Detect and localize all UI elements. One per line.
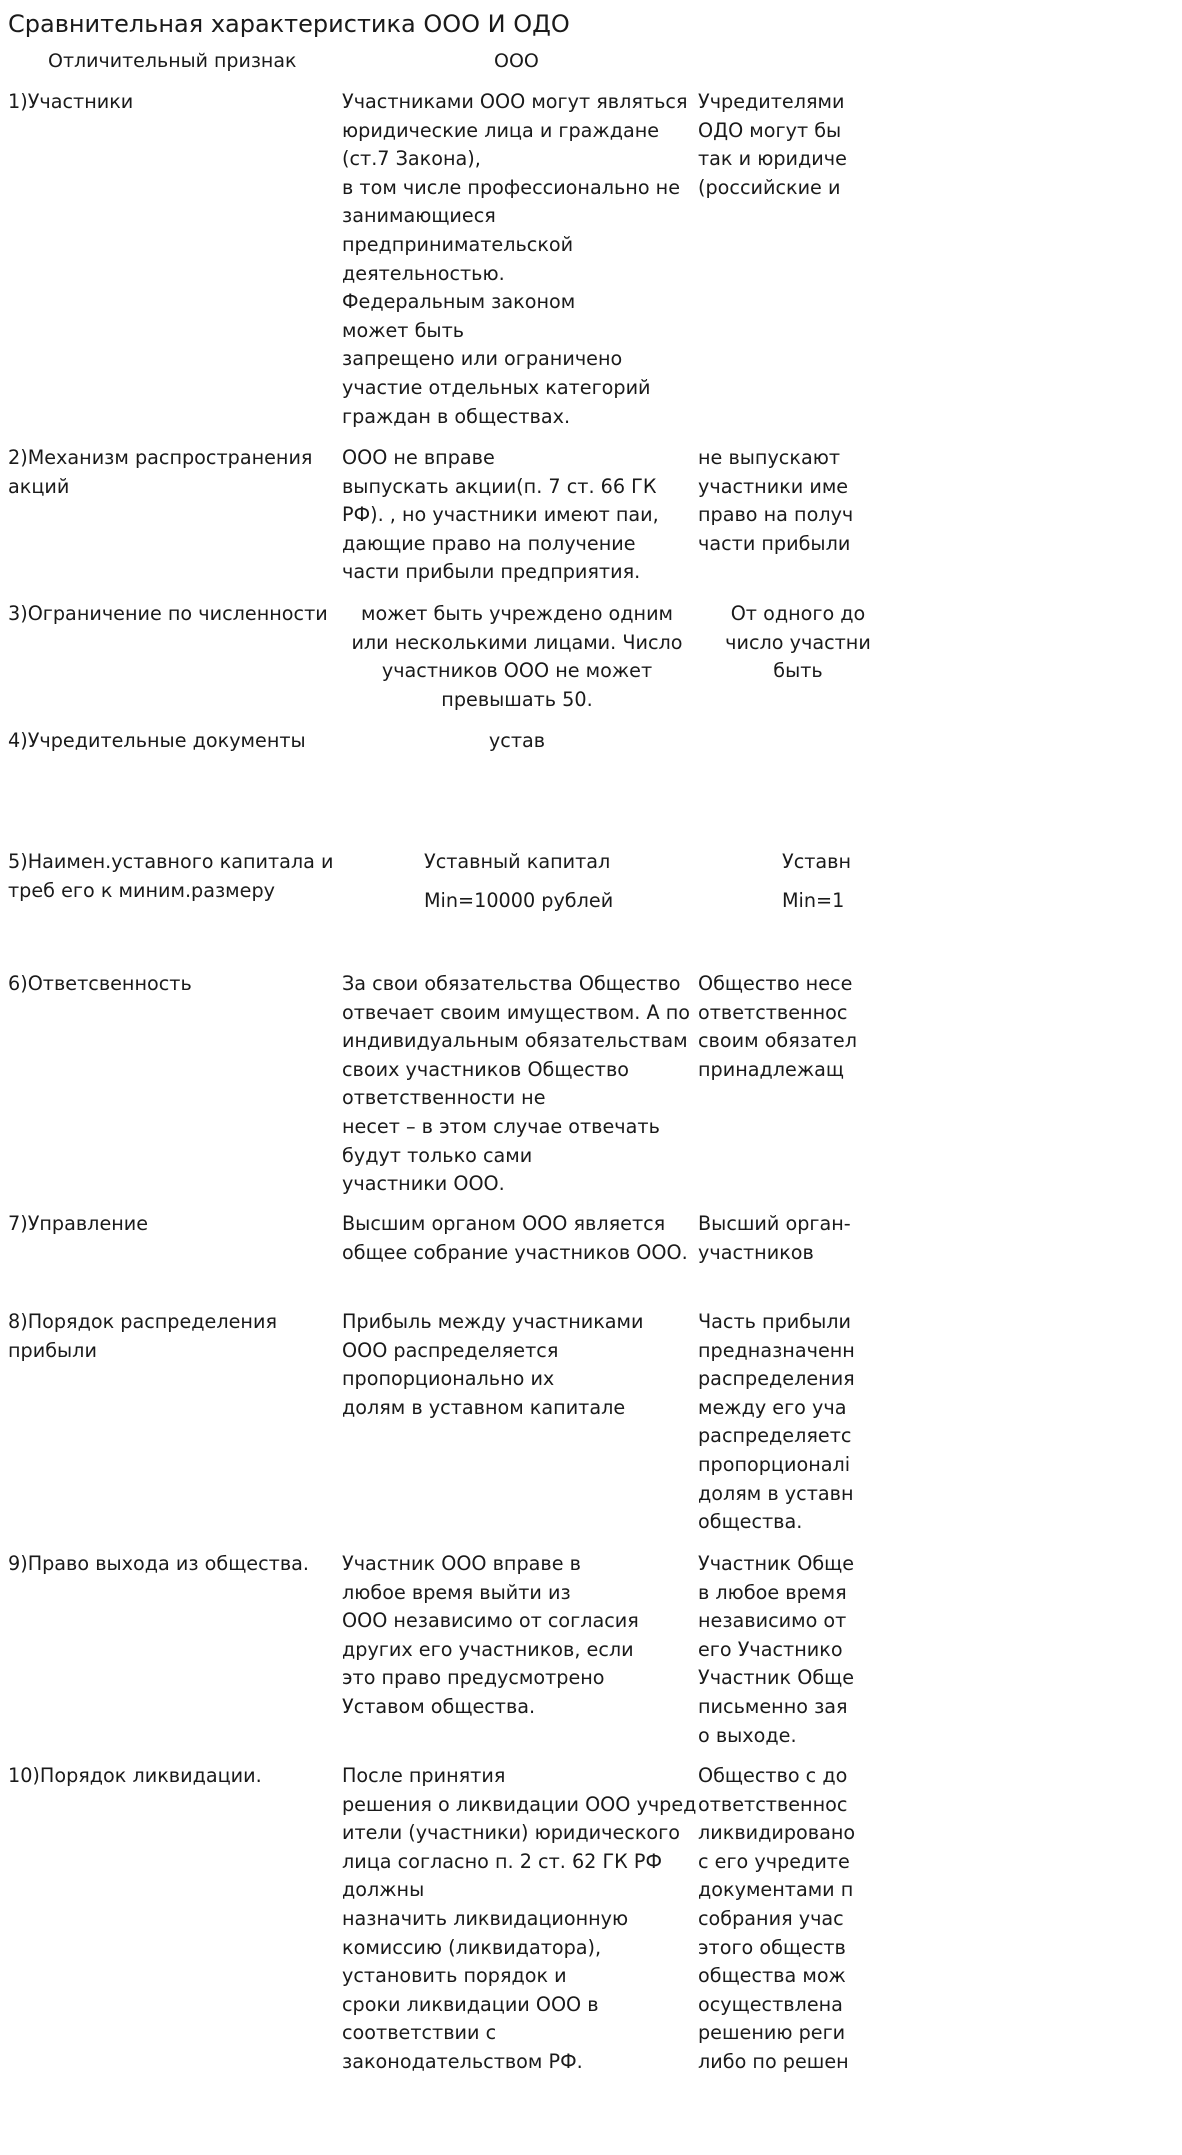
odo-cell-line: его Участнико xyxy=(698,1637,843,1661)
ooo-cell xyxy=(342,1762,697,2077)
ooo-cell-line: занимающиеся xyxy=(342,204,496,228)
header-ooo: ООО xyxy=(494,50,539,72)
ooo-cell-line: общее собрание участников ООО. xyxy=(342,1240,688,1264)
ooo-cell-line: любое время выйти из xyxy=(342,1580,571,1604)
ooo-cell-line: участие отдельных категорий xyxy=(342,375,651,399)
ooo-cell-line: (ст.7 Закона), xyxy=(342,147,481,171)
feature-cell-line: 5)Наимен.уставного капитала и xyxy=(8,850,334,873)
ooo-cell-line: части прибыли предприятия. xyxy=(342,560,641,584)
odo-cell-line: Min=1 xyxy=(782,888,845,912)
feature-cell xyxy=(8,1308,338,1365)
ooo-cell-line: участники ООО. xyxy=(342,1172,505,1196)
feature-cell-line: 9)Право выхода из общества. xyxy=(8,1552,309,1575)
odo-cell xyxy=(698,444,1098,558)
ooo-cell-line: дающие право на получение xyxy=(342,531,636,555)
odo-cell-line: долям в уставн xyxy=(698,1481,854,1505)
ooo-cell-line: лица согласно п. 2 ст. 62 ГК РФ xyxy=(342,1849,662,1873)
ooo-cell xyxy=(342,1210,692,1267)
ooo-cell-line: своих участников Общество xyxy=(342,1057,630,1081)
ooo-cell-line: ители (участники) юридического xyxy=(342,1821,680,1845)
odo-cell-line: не выпускают xyxy=(698,446,841,469)
odo-cell-line: независимо от xyxy=(698,1609,847,1633)
feature-cell xyxy=(8,1210,338,1239)
ooo-cell-line: ООО не вправе xyxy=(342,446,495,469)
ooo-cell-line: в том числе профессионально не xyxy=(342,175,681,199)
odo-cell-line: осуществлена xyxy=(698,1992,843,2016)
table-header xyxy=(0,48,847,76)
odo-cell-line: принадлежащ xyxy=(698,1057,844,1081)
ooo-cell-line: юридические лица и граждане xyxy=(342,118,660,142)
ooo-cell-line: может быть xyxy=(342,318,465,342)
odo-cell xyxy=(698,88,1098,202)
feature-cell xyxy=(8,727,338,756)
odo-cell-line: ответственнос xyxy=(698,1000,848,1024)
ooo-cell-line: индивидуальным обязательствам xyxy=(342,1029,688,1053)
ooo-cell-line: Уставом общества. xyxy=(342,1694,536,1718)
odo-cell-line: Высший орган- xyxy=(698,1212,851,1235)
odo-cell-line: число участни xyxy=(725,630,871,654)
odo-cell-line: ответственнос xyxy=(698,1792,848,1816)
odo-cell-line: решению реги xyxy=(698,2021,846,2045)
ooo-cell-line: ООО независимо от согласия xyxy=(342,1609,639,1633)
ooo-cell-line: участников ООО не может xyxy=(381,659,653,683)
ooo-cell-line: ООО распределяется xyxy=(342,1338,559,1362)
ooo-cell-line: Прибыль между участниками xyxy=(342,1310,644,1333)
odo-cell-line: ликвидировано xyxy=(698,1821,856,1845)
feature-cell-line: 2)Механизм распространения xyxy=(8,446,313,469)
odo-cell-line: пропорционалі xyxy=(698,1452,851,1476)
odo-cell-line: ОДО могут бы xyxy=(698,118,842,142)
odo-cell xyxy=(698,1308,1098,1537)
feature-cell-line: 4)Учредительные документы xyxy=(8,729,306,752)
feature-cell-line: 6)Ответсвенность xyxy=(8,972,192,995)
odo-cell-line: с его учредите xyxy=(698,1849,850,1873)
odo-cell-line: участники име xyxy=(698,474,849,498)
ooo-cell xyxy=(342,727,692,756)
ooo-cell-line: ответственности не xyxy=(342,1086,546,1110)
ooo-cell xyxy=(342,1550,692,1722)
odo-cell-line: участников xyxy=(698,1240,814,1264)
ooo-cell-line: назначить ликвидационную xyxy=(342,1906,629,1930)
header-feature: Отличительный признак xyxy=(48,50,297,72)
ooo-cell-line: будут только сами xyxy=(342,1143,533,1167)
feature-cell xyxy=(8,1762,338,1791)
odo-cell-line: Участник Обще xyxy=(698,1666,855,1690)
odo-cell-line: документами п xyxy=(698,1878,854,1902)
ooo-cell-line: комиссию (ликвидатора), xyxy=(342,1935,602,1959)
ooo-cell-line: устав xyxy=(488,729,546,752)
ooo-cell-line: предпринимательской xyxy=(342,232,574,256)
page-title: Сравнительная характеристика ООО И ОДО xyxy=(8,10,570,38)
feature-cell-line: 10)Порядок ликвидации. xyxy=(8,1764,262,1787)
odo-cell-line: Участник Обще xyxy=(698,1552,855,1575)
feature-cell xyxy=(8,970,338,999)
ooo-cell-line: граждан в обществах. xyxy=(342,404,571,428)
odo-cell xyxy=(782,848,1182,915)
odo-cell xyxy=(698,1762,1098,2077)
ooo-cell-line: Min=10000 рублей xyxy=(424,888,614,912)
feature-cell-line: 7)Управление xyxy=(8,1212,149,1235)
ooo-cell-line: Участник ООО вправе в xyxy=(342,1552,581,1575)
odo-cell-line: От одного до xyxy=(730,602,866,625)
odo-cell-line: письменно зая xyxy=(698,1694,848,1718)
odo-cell-line: Общество несе xyxy=(698,972,853,995)
ooo-cell xyxy=(342,1308,692,1422)
ooo-cell-line: Уставный капитал xyxy=(424,850,611,873)
ooo-cell-line: РФ). , но участники имеют паи, xyxy=(342,503,659,527)
feature-cell xyxy=(8,1550,338,1579)
odo-cell-line: так и юридиче xyxy=(698,147,847,171)
ooo-cell xyxy=(342,970,692,1199)
feature-cell xyxy=(8,848,338,905)
ooo-cell xyxy=(342,600,692,714)
odo-cell-line: Уставн xyxy=(782,850,852,873)
ooo-cell-line: отвечает своим имуществом. А по xyxy=(342,1000,690,1024)
ooo-cell xyxy=(342,88,692,431)
ooo-cell-line: должны xyxy=(342,1878,425,1902)
odo-cell-line: распределения xyxy=(698,1367,855,1391)
ooo-cell-line: других его участников, если xyxy=(342,1637,634,1661)
ooo-cell-line: законодательством РФ. xyxy=(342,2049,583,2073)
ooo-cell-line: несет – в этом случае отвечать xyxy=(342,1114,660,1138)
ooo-cell-line: Федеральным законом xyxy=(342,290,576,314)
feature-cell xyxy=(8,600,338,629)
odo-cell-line: Учредителями xyxy=(698,90,845,113)
ooo-cell-line: сроки ликвидации ООО в xyxy=(342,1992,599,2016)
odo-cell-line: части прибыли xyxy=(698,531,851,555)
ooo-cell-line: превышать 50. xyxy=(441,687,593,711)
odo-cell-line: быть xyxy=(773,659,823,683)
ooo-cell-line: Высшим органом ООО является xyxy=(342,1212,666,1235)
feature-cell-line: 3)Ограничение по численности xyxy=(8,602,328,625)
ooo-cell-line: деятельностью. xyxy=(342,261,505,285)
odo-cell-line: право на получ xyxy=(698,503,854,527)
odo-cell-line: (российские и xyxy=(698,175,841,199)
ooo-cell-line: установить порядок и xyxy=(342,1964,567,1988)
odo-cell-line: собрания учас xyxy=(698,1906,844,1930)
feature-cell xyxy=(8,88,338,117)
ooo-cell-line: или несколькими лицами. Число xyxy=(351,630,683,654)
odo-cell-line: своим обязател xyxy=(698,1029,857,1053)
feature-cell-line: треб его к миним.размеру xyxy=(8,878,275,902)
feature-cell-line: прибыли xyxy=(8,1338,97,1362)
odo-cell-line: Часть прибыли xyxy=(698,1310,851,1333)
odo-cell-line: этого обществ xyxy=(698,1935,846,1959)
odo-cell-line: в любое время xyxy=(698,1580,847,1604)
ooo-cell-line: После принятия xyxy=(342,1764,506,1787)
odo-cell xyxy=(698,1210,1098,1267)
ooo-cell-line: это право предусмотрено xyxy=(342,1666,605,1690)
ooo-cell-line: соответствии с xyxy=(342,2021,497,2045)
odo-cell-line: распределяетс xyxy=(698,1424,852,1448)
ooo-cell-line: решения о ликвидации ООО учред xyxy=(342,1792,697,1816)
odo-cell-line: между его уча xyxy=(698,1395,847,1419)
feature-cell-line: акций xyxy=(8,474,70,498)
ooo-cell-line: может быть учреждено одним xyxy=(360,602,674,625)
odo-cell-line: Общество с до xyxy=(698,1764,848,1787)
odo-cell-line: о выходе. xyxy=(698,1723,797,1747)
odo-cell-line: общества мож xyxy=(698,1964,846,1988)
ooo-cell-line: За свои обязательства Общество xyxy=(342,972,681,995)
ooo-cell-line: запрещено или ограничено xyxy=(342,347,623,371)
ooo-cell-line: Участниками ООО могут являться xyxy=(342,90,688,113)
ooo-cell xyxy=(342,444,692,587)
feature-cell-line: 8)Порядок распределения xyxy=(8,1310,277,1333)
feature-cell xyxy=(8,444,338,501)
odo-cell xyxy=(698,1550,1098,1750)
feature-cell-line: 1)Участники xyxy=(8,90,134,113)
odo-cell xyxy=(698,970,1098,1084)
ooo-cell-line: пропорционально их xyxy=(342,1367,555,1391)
odo-cell-line: либо по решен xyxy=(698,2049,849,2073)
ooo-cell-line: долям в уставном капитале xyxy=(342,1395,626,1419)
odo-cell-line: предназначенн xyxy=(698,1338,855,1362)
odo-cell xyxy=(698,600,898,686)
ooo-cell xyxy=(342,848,692,915)
ooo-cell-line: выпускать акции(п. 7 ст. 66 ГК xyxy=(342,474,657,498)
odo-cell-line: общества. xyxy=(698,1510,803,1534)
